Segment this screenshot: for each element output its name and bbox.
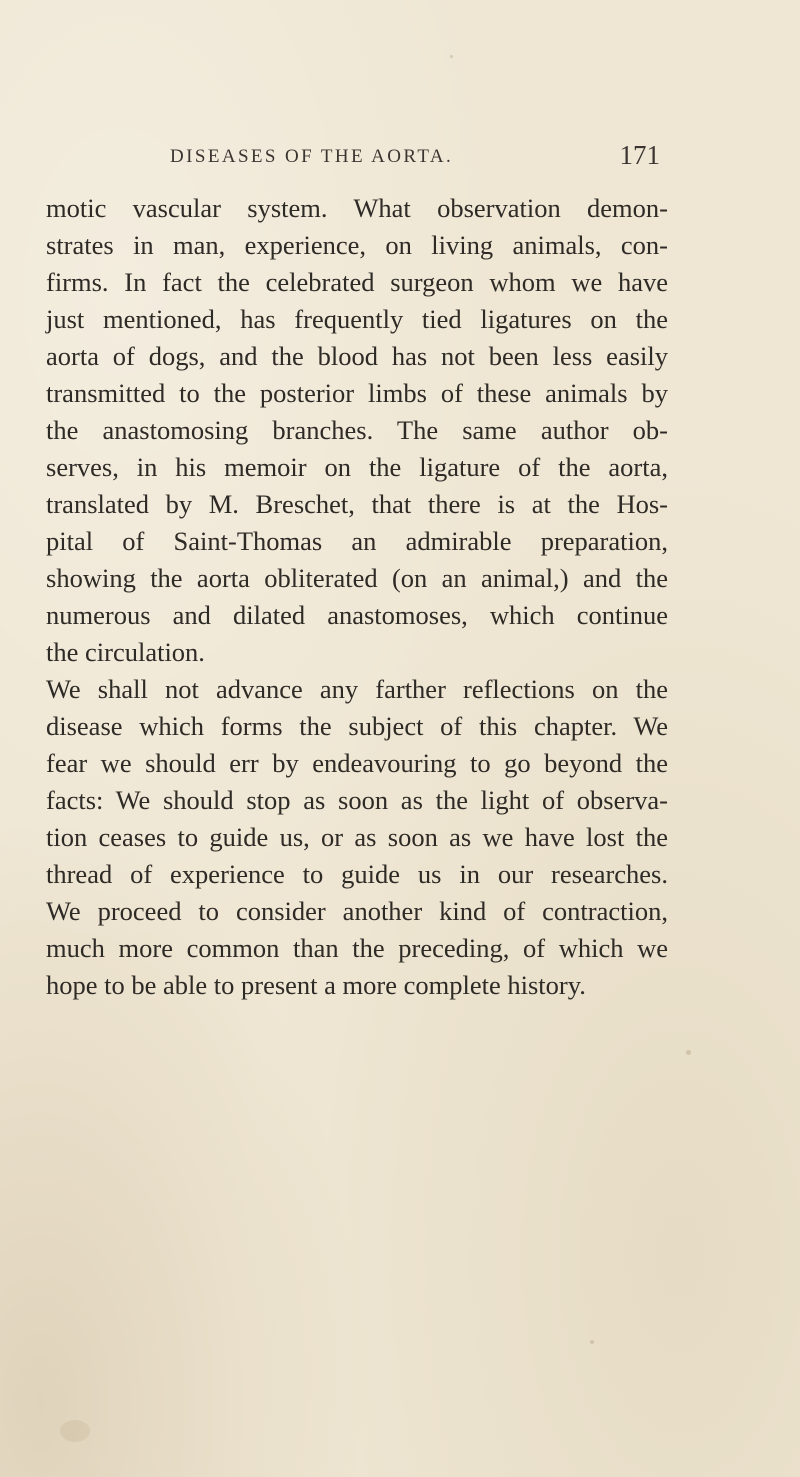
text-line: numerous and dilated anastomoses, which continue — [46, 600, 668, 630]
text-line: transmitted to the posterior limbs of these animals by — [46, 378, 668, 408]
paper-speck — [60, 1420, 90, 1442]
page-number: 171 — [619, 140, 660, 170]
text-line: firms. In fact the celebrated surgeon whom we have — [46, 267, 668, 297]
text-line: the anastomosing branches. The same author ob- — [46, 415, 668, 445]
text-line: motic vascular system. What observation demon- — [46, 193, 668, 223]
body-text — [46, 190, 668, 1004]
text-line: translated by M. Breschet, that there is at the Hos- — [46, 489, 668, 519]
paper-speck — [686, 1050, 691, 1055]
text-line: We shall not advance any farther reflections on the — [46, 674, 668, 704]
text-line: aorta of dogs, and the blood has not been less easily — [46, 341, 668, 371]
running-title: DISEASES OF THE AORTA. — [170, 146, 454, 167]
text-line: serves, in his memoir on the ligature of the aorta, — [46, 452, 668, 482]
text-line: just mentioned, has frequently tied ligatures on the — [46, 304, 668, 334]
text-line: thread of experience to guide us in our researches. — [46, 859, 668, 889]
text-line: tion ceases to guide us, or as soon as we have lost the — [46, 822, 668, 852]
text-line: We proceed to consider another kind of contraction, — [46, 896, 668, 926]
text-line: strates in man, experience, on living animals, con- — [46, 230, 668, 260]
text-line: pital of Saint-Thomas an admirable preparation, — [46, 526, 668, 556]
paper-speck — [450, 55, 453, 58]
running-head — [170, 140, 660, 176]
text-line: much more common than the preceding, of which we — [46, 933, 668, 963]
text-line: disease which forms the subject of this chapter. We — [46, 711, 668, 741]
text-line: hope to be able to present a more complete history. — [46, 970, 586, 1000]
text-line: fear we should err by endeavouring to go beyond the — [46, 748, 668, 778]
text-line: showing the aorta obliterated (on an animal,) and the — [46, 563, 668, 593]
text-line: the circulation. — [46, 637, 205, 667]
text-line: facts: We should stop as soon as the light of observa- — [46, 785, 668, 815]
paper-speck — [590, 1340, 594, 1344]
